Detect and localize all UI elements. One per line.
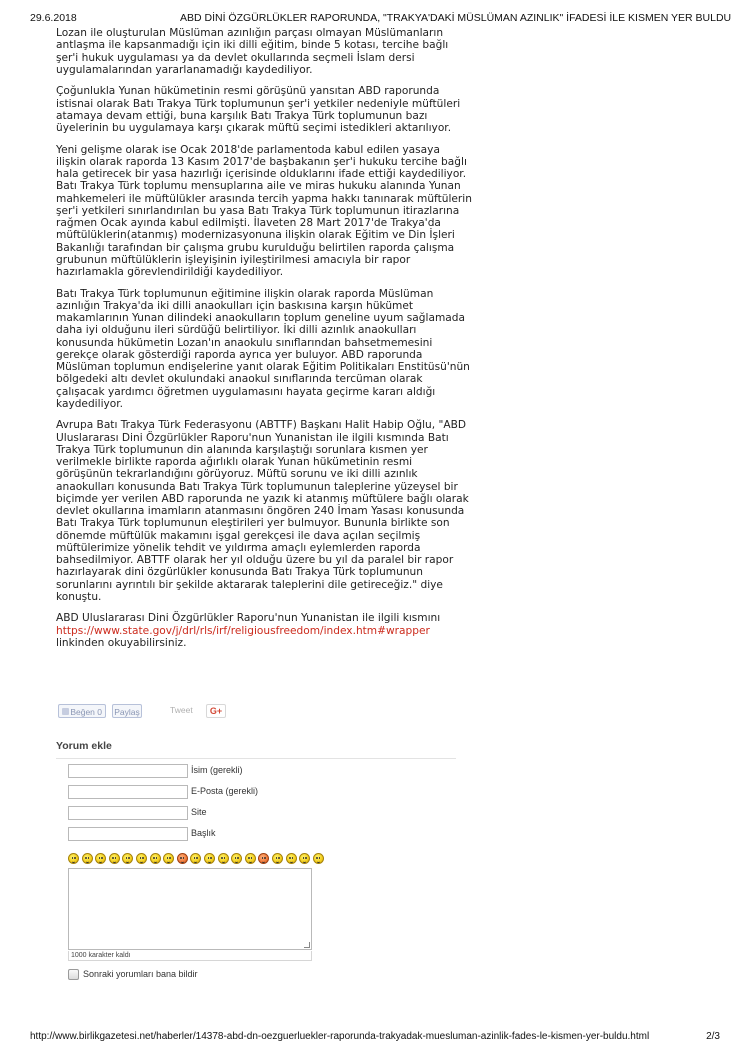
resize-grip-icon[interactable] bbox=[304, 942, 310, 948]
neutral-icon[interactable] bbox=[136, 853, 147, 864]
article-paragraph: Avrupa Batı Trakya Türk Federasyonu (ABTTF) Başkanı Halit Habip Oğlu, "ABD Uluslararası Dini Özgürlükler Raporu'nun Yunanistan ile ilgili kısmında Batı Trakya Türk toplumunun din alanında karşılaştığı sorunlara kısmen yer verilmekle birlikte raporda ağırlıklı olarak Yunan hükümetinin resmi görüşünün tekrarlandığını görüyoruz. Müftü sorunu ve iki dilli azınlık anaokulları konusunda Batı Trakya Türk toplumunun taleplerine yüzeysel bir biçimde yer verilen ABD raporunda ne yazık ki atanmış müftülere bağlı olarak devlet okullarına imamların atanmasını öngören 240 İmam Yasası konusunda Batı Trakya Türk toplumunun eleştirileri yer bulmuyor. Bununla birlikte son dönemde müftülük makamını işgal gerekçesi ile dava açılan seçilmiş müftülerimize yönelik tehdit ve yıldırma amaçlı eylemlerden raporda bahsedilmiyor. ABTTF olarak her yıl olduğu üzere bu yıl da paralel bir rapor hazırlayarak dini özgürlükler konusunda Batı Trakya Türk toplumunun sorunlarını ayrıntılı bir şekilde aktararak taleplerini dile getireceğiz." diye konuştu. bbox=[56, 419, 469, 603]
confused-icon[interactable] bbox=[218, 853, 229, 864]
email-label: E-Posta (gerekli) bbox=[191, 786, 259, 796]
laugh-icon[interactable] bbox=[82, 853, 93, 864]
devil-icon[interactable] bbox=[258, 853, 269, 864]
print-title: ABD DİNİ ÖZGÜRLÜKLER RAPORUNDA, "TRAKYA'DAKİ MÜSLÜMAN AZINLIK" İFADESİ İLE KISMEN YER BULDU bbox=[180, 12, 732, 24]
comment-form bbox=[56, 740, 456, 979]
kiss-icon[interactable] bbox=[272, 853, 283, 864]
tweet-button[interactable] bbox=[170, 705, 193, 715]
title-label: Başlık bbox=[191, 828, 216, 838]
article-paragraph: Lozan ile oluşturulan Müslüman azınlığın parçası olmayan Müslümanların antlaşma ile kapsanmadığı için iki dilli eğitim, binde 5 kotası, tercihe bağlı şer'i hukuk uygulaması ya da devlet okullarında seçmeli İslam dersi uygulamalarından yararlanamadığı kaydediliyor. bbox=[56, 27, 449, 76]
title-input[interactable] bbox=[68, 827, 188, 841]
name-label: İsim (gerekli) bbox=[191, 765, 243, 775]
article-paragraph: Yeni gelişme olarak ise Ocak 2018'de parlamentoda kabul edilen yasaya ilişkin olarak raporda 13 Kasım 2017'de başbakanın şer'i hukuku tercihe bağlı hala getirecek bir yasa hazırlığı içerisinde olduklarını ifade ettiği kaydediliyor. Batı Trakya Türk toplumu mensuplarına aile ve miras hukuku alanında Yunan mahkemeleri ile müftülükler arasında tercih yapma hakkı tanınarak müftülerin şer'i yetkileri sınırlandırılan bu yasa Batı Trakya Türk toplumunun itirazlarına rağmen Ocak ayında kabul edilmişti. İlaveten 28 Mart 2017'de Trakya'da müftülüklerin(atanmış) modernizasyonuna ilişkin olarak Eğitim ve Din İşleri Bakanlığı tarafından bir çalışma grubu kurulduğu belirtilen raporda çalışma grubunun müftülüklerin işleyişinin iyileştirilmesi amacıyla bir rapor hazırlamakla görevlendirildiği kaydediliyor. bbox=[56, 143, 472, 279]
love-icon[interactable] bbox=[299, 853, 310, 864]
angry-icon[interactable] bbox=[177, 853, 188, 864]
article-paragraph: Çoğunlukla Yunan hükümetinin resmi görüşünü yansıtan ABD raporunda istisnai olarak Batı Trakya Türk toplumunun şer'i yetkiler nedeniyle müftüleri atamaya devam ettiği, buna karşılık Batı Trakya Türk toplumunun bazı üyelerinin bu uygulamaya karşı çıkarak müftü seçimi istedikleri aktarılıyor. bbox=[56, 85, 461, 135]
share-label: Paylaş bbox=[114, 707, 140, 717]
social-share-bar bbox=[58, 704, 358, 720]
character-counter: 1000 karakter kaldı bbox=[68, 951, 312, 961]
site-input[interactable] bbox=[68, 806, 188, 820]
share-button[interactable] bbox=[112, 704, 142, 718]
like-label: Beğen 0 bbox=[70, 707, 102, 717]
sleepy-icon[interactable] bbox=[245, 853, 256, 864]
google-plus-icon: G+ bbox=[209, 706, 223, 716]
shy-icon[interactable] bbox=[286, 853, 297, 864]
blush-icon[interactable] bbox=[150, 853, 161, 864]
site-label: Site bbox=[191, 807, 207, 817]
cool-icon[interactable] bbox=[122, 853, 133, 864]
link-intro: ABD Uluslararası Dini Özgürlükler Raporu'nun Yunanistan ile ilgili kısmını bbox=[56, 612, 441, 625]
report-link[interactable]: https://www.state.gov/j/drl/rls/irf/religiousfreedom/index.htm#wrapper bbox=[56, 624, 430, 637]
google-plus-button[interactable] bbox=[206, 704, 226, 718]
notify-checkbox[interactable] bbox=[68, 969, 79, 980]
link-outro: linkinden okuyabilirsiniz. bbox=[56, 636, 187, 649]
like-button[interactable] bbox=[58, 704, 106, 718]
print-url: http://www.birlikgazetesi.net/haberler/14378-abd-dn-oezguerluekler-raporunda-trakyadak-muesluman-azinlik-fades-le-kismen-yer-buldu.html bbox=[30, 1031, 650, 1042]
thumbs-up-icon bbox=[62, 708, 69, 715]
article-link-paragraph bbox=[56, 612, 472, 649]
article-paragraph: Batı Trakya Türk toplumunun eğitimine ilişkin olarak raporda Müslüman azınlığın Trakya'da iki dilli anaokulları için baskısına karşın hükümet makamlarının Yunan dilindeki anaokulların toplum geneline uyum sağlamada daha iyi olduğunu ileri sürdüğü belirtiliyor. İki dilli azınlık anaokulları konusunda hükümetin Lozan'ın anaokulu sınıflarından bahsetmemesini gerekçe olarak gösterdiği raporda ayrıca yer buluyor. ABD raporunda Müslüman toplumun endişelerine yanıt olarak Eğitim Politikaları Enstitüsü'nün bölgedeki altı devlet okulundaki anaokul sınıflarında tercüman olarak çalışacak yardımcı öğretmen uygulamasını hayata geçirme kararı aldığı kaydediliyor. bbox=[56, 287, 470, 410]
happy-icon[interactable] bbox=[313, 853, 324, 864]
comment-form-heading: Yorum ekle bbox=[56, 740, 456, 759]
name-input[interactable] bbox=[68, 764, 188, 778]
smile-icon[interactable] bbox=[68, 853, 79, 864]
tweet-label: Tweet bbox=[170, 705, 193, 715]
surprised-icon[interactable] bbox=[163, 853, 174, 864]
cry-icon[interactable] bbox=[231, 853, 242, 864]
sad-icon[interactable] bbox=[190, 853, 201, 864]
tongue-icon[interactable] bbox=[204, 853, 215, 864]
smiley-bar bbox=[68, 853, 348, 867]
comment-textarea[interactable] bbox=[68, 868, 312, 950]
wink-icon[interactable] bbox=[109, 853, 120, 864]
page-number: 2/3 bbox=[706, 1031, 720, 1042]
article-body bbox=[56, 27, 472, 659]
print-date: 29.6.2018 bbox=[30, 12, 77, 24]
email-input[interactable] bbox=[68, 785, 188, 799]
notify-label: Sonraki yorumları bana bildir bbox=[83, 969, 198, 979]
grin-icon[interactable] bbox=[95, 853, 106, 864]
